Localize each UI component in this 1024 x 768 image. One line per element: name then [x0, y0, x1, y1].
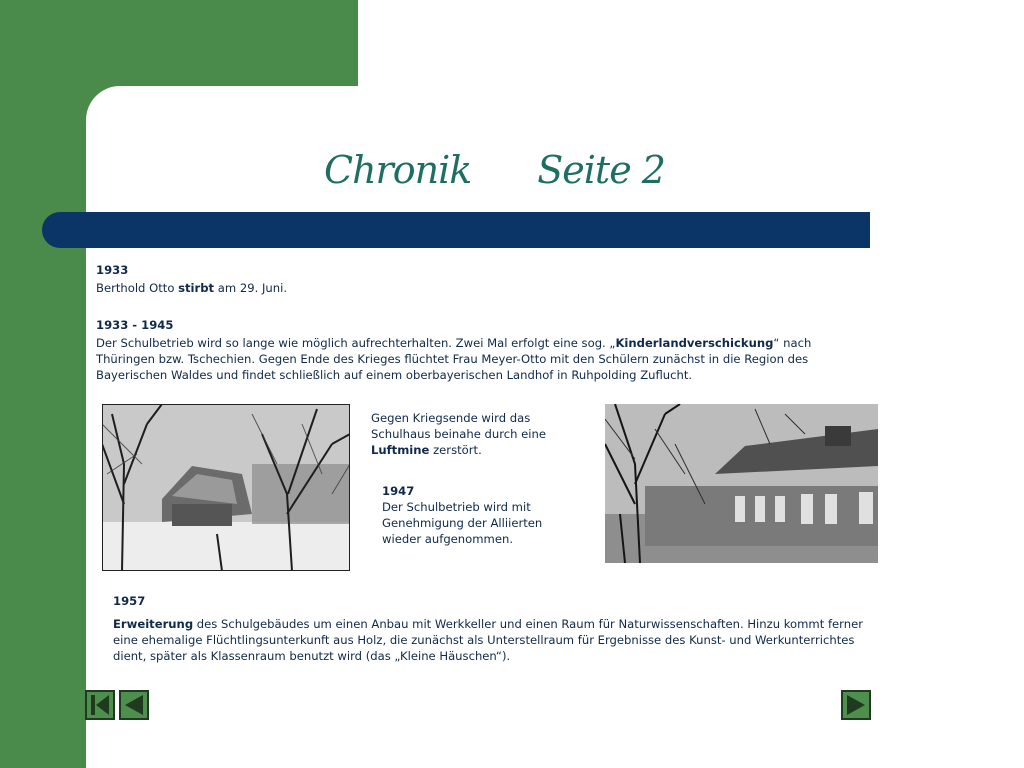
- entry-text: Der Schulbetrieb wird mit Genehmigung der Alliierten wieder aufgenommen.: [382, 500, 543, 546]
- entry-text: Der Schulbetrieb wird so lange wie möglich aufrechterhalten. Zwei Mal erfolgt eine sog. „Kinderlandverschickung“ nach Thüringen bzw. Tschechien. Gegen Ende des Krieges flüchtet Frau Meyer-Otto mit den Schülern zunächst in die Region des Bayerischen Waldes und findet schließlich auf einem oberbayerischen Landhof in Ruhpolding Zuflucht.: [96, 336, 812, 382]
- caption-air-mine: Gegen Kriegsende wird das Schulhaus beinahe durch eine Luftmine zerstört.: [371, 411, 546, 457]
- previous-page-button[interactable]: [119, 690, 149, 720]
- entry-year: 1947: [382, 484, 415, 498]
- entry-year: 1933 - 1945: [96, 318, 174, 332]
- first-page-button[interactable]: [85, 690, 115, 720]
- entry-1957: [113, 593, 868, 664]
- entry-year: 1933: [96, 263, 129, 277]
- entry-1933-1945: [96, 317, 866, 383]
- title-page: Seite 2: [537, 148, 665, 192]
- entry-year: 1957: [113, 594, 146, 608]
- entry-1947: [382, 483, 582, 547]
- entry-text: Berthold Otto stirbt am 29. Juni.: [96, 281, 288, 295]
- left-green-band: [0, 0, 86, 768]
- next-page-button[interactable]: [841, 690, 871, 720]
- entry-1933: [96, 262, 856, 296]
- next-page-icon: [843, 692, 869, 718]
- title-underline-bar: [42, 212, 870, 248]
- previous-page-icon: [121, 692, 147, 718]
- entry-text: Erweiterung des Schulgebäudes um einen Anbau mit Werkkeller und einen Raum für Naturwissenschaften. Hinzu kommt ferner eine ehemalige Flüchtlingsunterkunft aus Holz, die zunächst als Unterstellraum für Ergebnisse des Kunst- und Werkunterrichtes dient, später als Klassenraum benutzt wird (das „Kleine Häuschen“).: [113, 617, 863, 663]
- photo-destroyed-schoolhouse: [102, 404, 350, 571]
- first-page-icon: [87, 692, 113, 718]
- page-title: [324, 148, 665, 192]
- title-main: Chronik: [324, 148, 472, 192]
- photo-school-building: [605, 404, 878, 563]
